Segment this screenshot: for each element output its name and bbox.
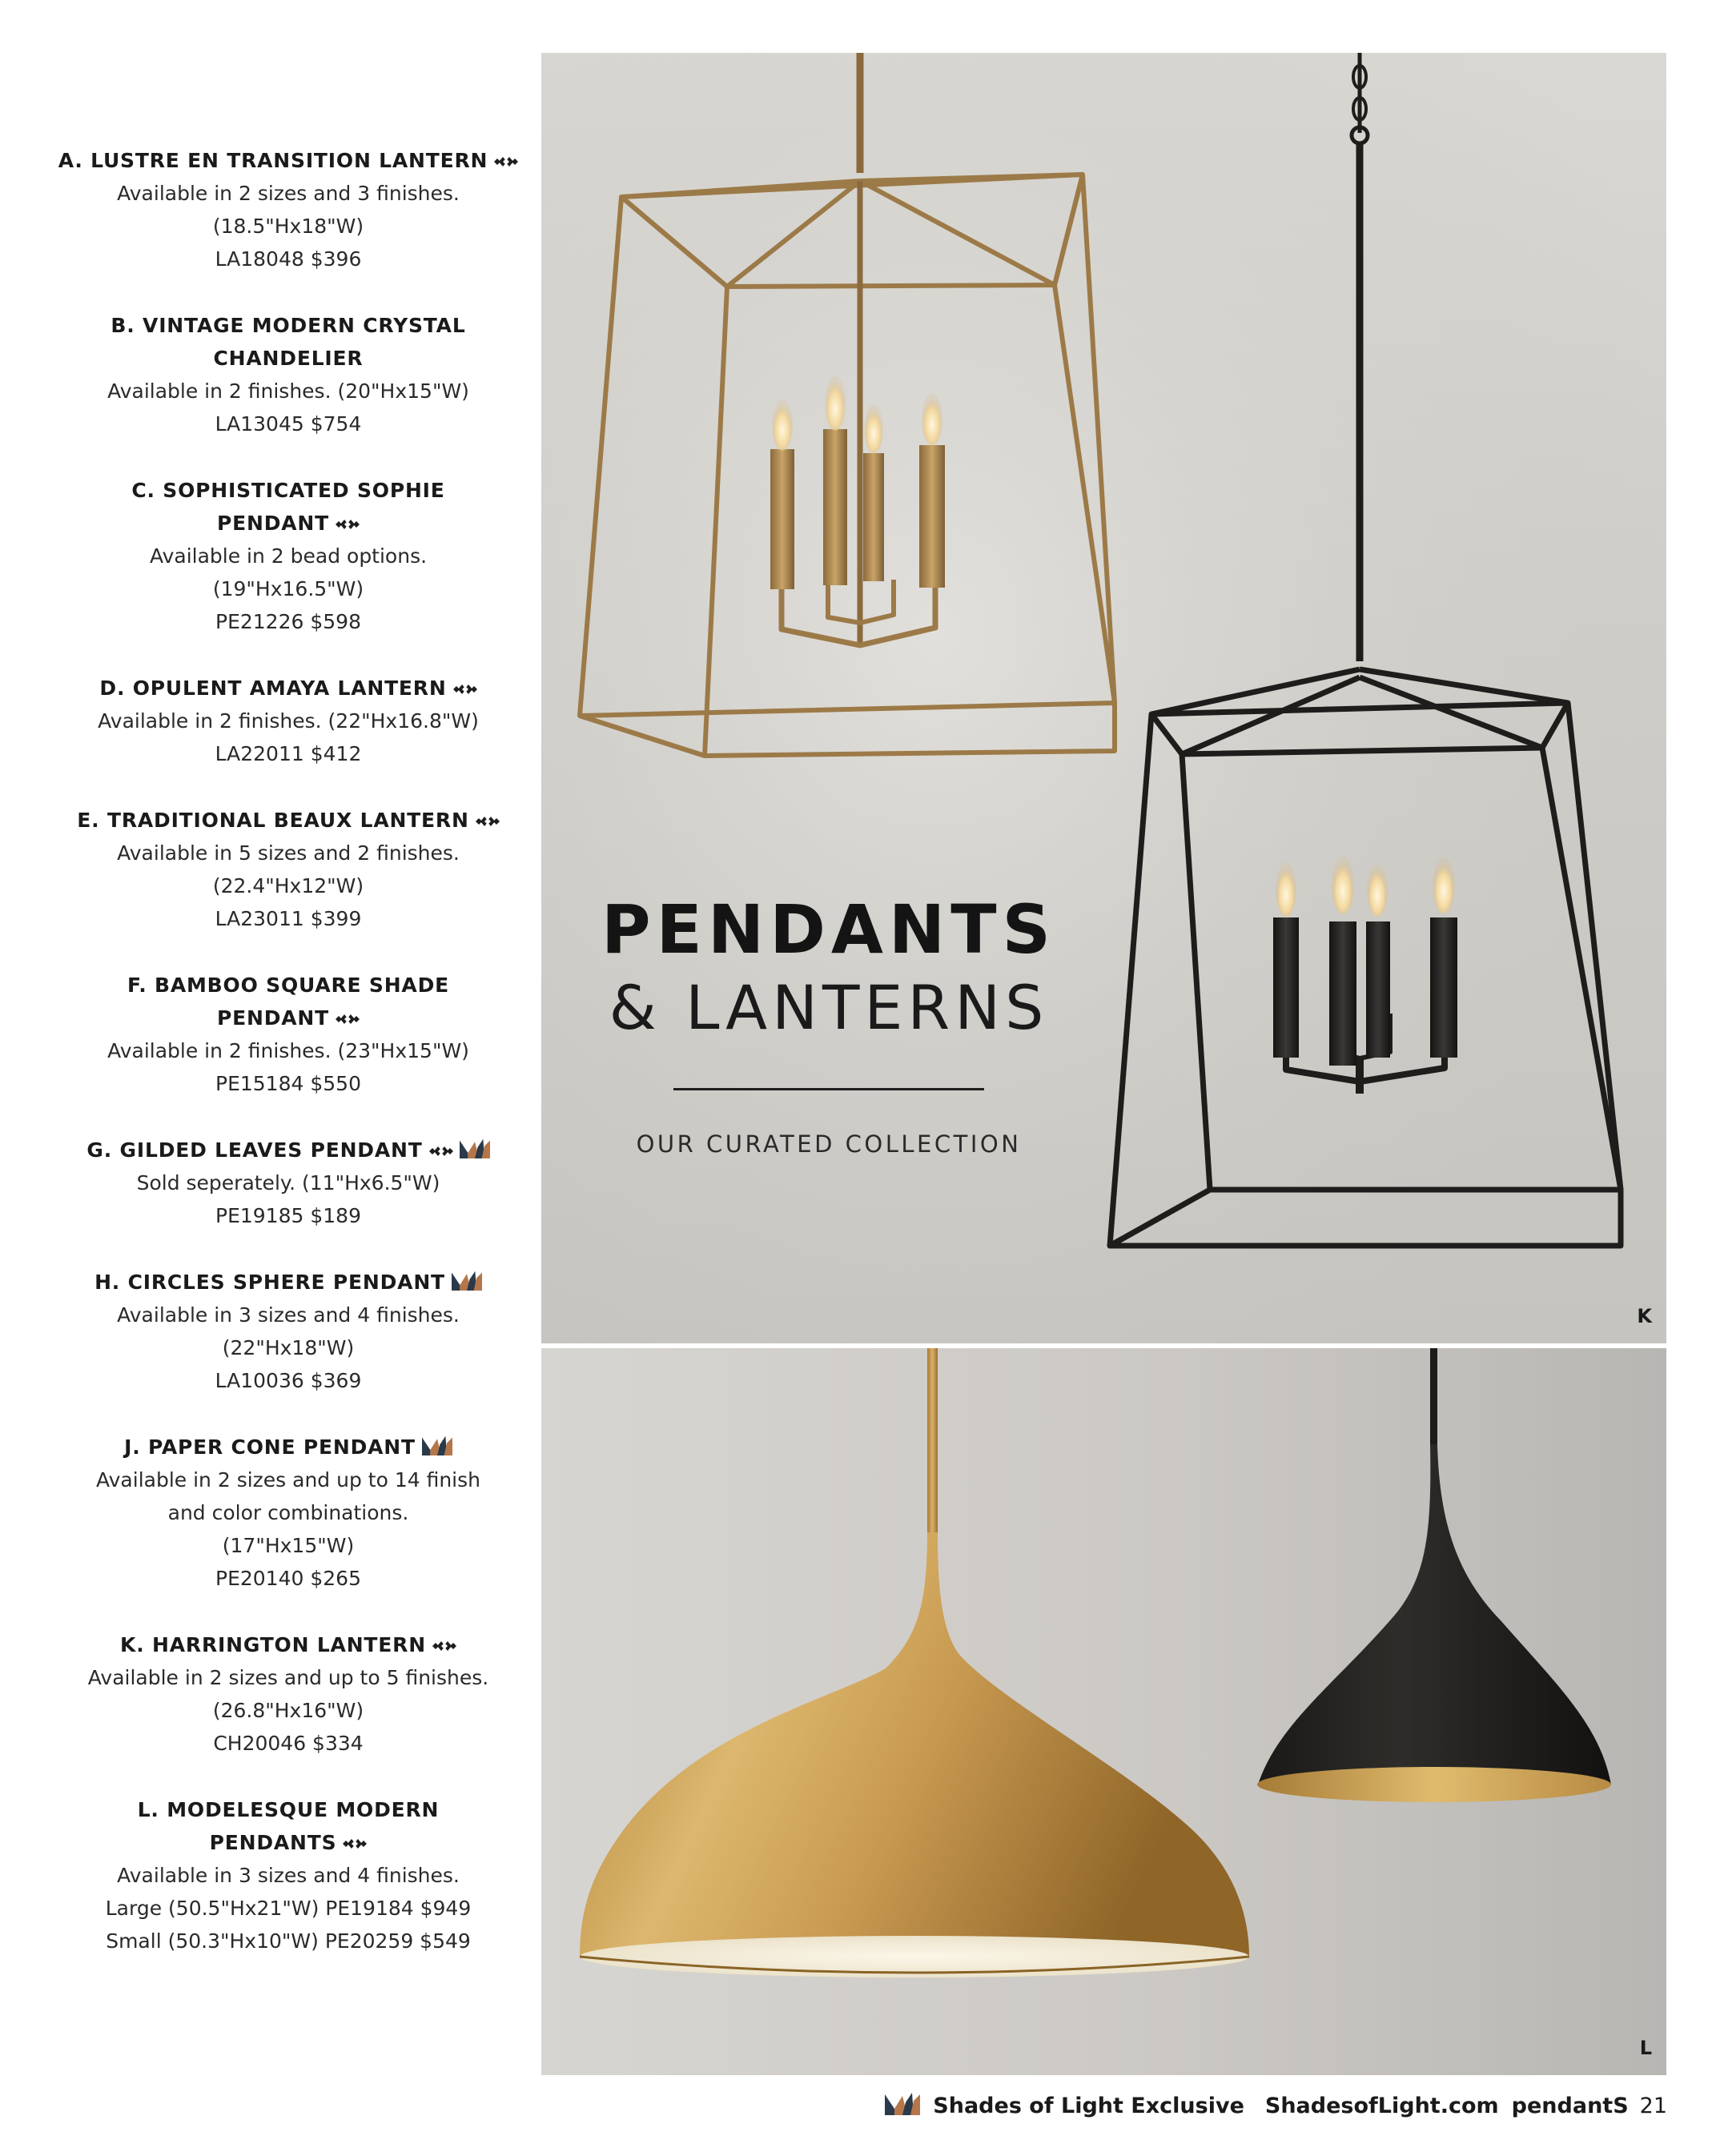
- title-divider: [673, 1088, 984, 1090]
- photo-label-l: L: [1639, 2037, 1652, 2059]
- product-name: [56, 1628, 520, 1661]
- product-detail: Large (50.5"Hx21"W) PE19184 $949: [105, 1897, 472, 1920]
- photo-label-k: K: [1637, 1305, 1652, 1327]
- footer-section: pendantS: [1511, 2093, 1629, 2118]
- product-name-text: D. OPULENT AMAYA LANTERN: [99, 677, 447, 700]
- product-name: [56, 1431, 520, 1463]
- product-detail: Available in 2 sizes and up to 14 finish: [96, 1468, 480, 1492]
- product-name-text: G. GILDED LEAVES PENDANT: [86, 1138, 423, 1162]
- product-detail: (22.4"Hx12"W): [212, 874, 364, 897]
- product-name-text: B. VINTAGE MODERN CRYSTAL: [111, 314, 466, 337]
- product-name: [56, 672, 520, 705]
- product-detail: Available in 3 sizes and 4 finishes.: [117, 1864, 460, 1887]
- product-name-text: C. SOPHISTICATED SOPHIE: [131, 479, 445, 502]
- product-detail: Available in 2 finishes. (20"Hx15"W): [107, 379, 469, 403]
- exclusive-badge-icon: [422, 1435, 452, 1455]
- section-title: [601, 889, 1057, 1158]
- product-name: [56, 1002, 520, 1034]
- product-detail: Available in 2 finishes. (23"Hx15"W): [107, 1039, 469, 1062]
- diamond-badge-icon: [429, 1144, 453, 1158]
- product-detail: Available in 2 sizes and up to 5 finishes.: [87, 1666, 489, 1689]
- product-detail: PE15184 $550: [215, 1072, 361, 1095]
- lanterns-photo: [541, 53, 1666, 1343]
- product-detail: (19"Hx16.5"W): [212, 577, 364, 600]
- product-detail: (17"Hx15"W): [222, 1534, 355, 1557]
- product-name-text: J. PAPER CONE PENDANT: [124, 1435, 416, 1459]
- product-detail: LA13045 $754: [215, 412, 362, 436]
- product-name-text: F. BAMBOO SQUARE SHADE: [127, 974, 450, 997]
- diamond-badge-icon: [336, 517, 360, 532]
- product-item-a: [56, 144, 520, 275]
- product-detail: Available in 5 sizes and 2 finishes.: [117, 841, 460, 865]
- product-item-j: [56, 1431, 520, 1595]
- product-name-text: E. TRADITIONAL BEAUX LANTERN: [77, 809, 469, 832]
- product-detail: Sold seperately. (11"Hx6.5"W): [136, 1171, 440, 1194]
- diamond-badge-icon: [453, 682, 477, 697]
- product-name: [56, 969, 520, 1002]
- product-name: [56, 507, 520, 540]
- shades-of-light-exclusive-icon: [885, 2091, 920, 2121]
- product-name: [56, 144, 520, 177]
- product-name-text: A. LUSTRE EN TRANSITION LANTERN: [58, 149, 488, 172]
- modelesque-photo: [541, 1348, 1666, 2075]
- product-name: [56, 1793, 520, 1826]
- product-detail: (26.8"Hx16"W): [212, 1699, 364, 1722]
- product-item-l: [56, 1793, 520, 1957]
- product-name: [56, 1826, 520, 1859]
- product-name: [56, 474, 520, 507]
- product-detail: Available in 2 bead options.: [149, 544, 428, 568]
- diamond-badge-icon: [494, 155, 518, 169]
- product-item-f: [56, 969, 520, 1100]
- product-item-c: [56, 474, 520, 638]
- product-item-d: [56, 672, 520, 770]
- product-name-text: K. HARRINGTON LANTERN: [120, 1633, 426, 1656]
- product-detail: and color combinations.: [167, 1501, 409, 1524]
- product-name-text: L. MODELESQUE MODERN: [137, 1798, 440, 1821]
- product-name-text: PENDANTS: [209, 1831, 337, 1854]
- gold-dome-pendant: [580, 1348, 1249, 1977]
- product-detail: LA18048 $396: [215, 247, 362, 271]
- product-name: [56, 1266, 520, 1299]
- product-name-text: H. CIRCLES SPHERE PENDANT: [94, 1271, 445, 1294]
- modelesque-illustration: [541, 1348, 1666, 2075]
- title-lanterns: & LANTERNS: [609, 972, 1049, 1043]
- diamond-badge-icon: [476, 814, 500, 829]
- footer-exclusive-label: Shades of Light Exclusive: [933, 2093, 1244, 2118]
- exclusive-badge-icon: [452, 1270, 482, 1291]
- product-name-text: CHANDELIER: [213, 347, 364, 370]
- page-footer: [885, 2088, 1667, 2123]
- product-detail: CH20046 $334: [213, 1732, 364, 1755]
- title-pendants: PENDANTS: [601, 890, 1057, 969]
- product-item-k: [56, 1628, 520, 1760]
- page-number: 21: [1639, 2093, 1667, 2118]
- product-detail: LA22011 $412: [215, 742, 362, 765]
- black-cone-pendant: [1257, 1348, 1611, 1802]
- product-detail: (18.5"Hx18"W): [212, 215, 364, 238]
- product-name-text: PENDANT: [217, 1006, 329, 1030]
- product-detail: Available in 2 sizes and 3 finishes.: [117, 182, 460, 205]
- product-detail: LA23011 $399: [215, 907, 362, 930]
- product-detail: Small (50.3"Hx10"W) PE20259 $549: [106, 1929, 471, 1953]
- product-detail: (22"Hx18"W): [222, 1336, 355, 1359]
- product-item-b: [56, 309, 520, 440]
- product-detail: LA10036 $369: [215, 1369, 362, 1392]
- diamond-badge-icon: [432, 1639, 456, 1653]
- product-detail: Available in 2 finishes. (22"Hx16.8"W): [98, 709, 479, 733]
- product-name: [56, 804, 520, 837]
- product-item-g: [56, 1134, 520, 1232]
- product-item-e: [56, 804, 520, 935]
- product-item-h: [56, 1266, 520, 1397]
- exclusive-badge-icon: [460, 1138, 490, 1158]
- product-detail: PE20140 $265: [215, 1567, 361, 1590]
- footer-site[interactable]: ShadesofLight.com: [1264, 2093, 1499, 2118]
- product-detail: PE21226 $598: [215, 610, 361, 633]
- product-name: [56, 342, 520, 375]
- diamond-badge-icon: [343, 1837, 367, 1851]
- product-name: [56, 309, 520, 342]
- product-detail: Available in 3 sizes and 4 finishes.: [117, 1303, 460, 1327]
- product-list: [56, 144, 520, 1991]
- diamond-badge-icon: [336, 1012, 360, 1026]
- product-detail: PE19185 $189: [215, 1204, 361, 1227]
- title-subtitle: OUR CURATED COLLECTION: [636, 1130, 1022, 1158]
- product-name-text: PENDANT: [217, 512, 329, 535]
- product-name: [56, 1134, 520, 1166]
